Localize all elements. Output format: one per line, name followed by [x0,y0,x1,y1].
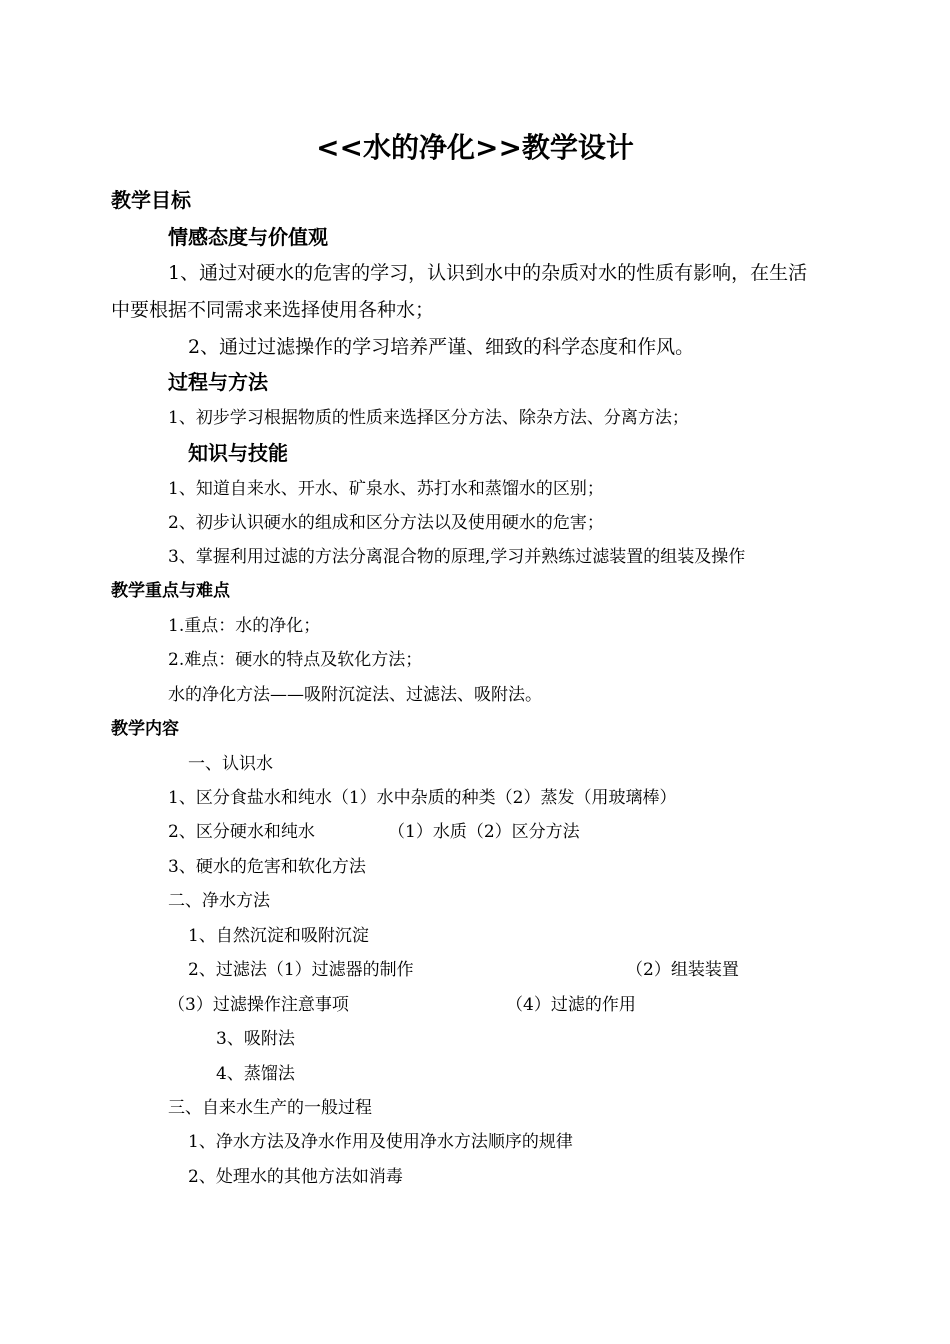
section-1-item-3: 3、硬水的危害和软化方法 [168,857,366,877]
document-title: <<水的净化>>教学设计 [316,131,634,164]
attitude-item-1-line-2: 中要根据不同需求来选择使用各种水； [111,299,435,321]
process-heading: 过程与方法 [168,370,268,394]
section-1-title: 一、认识水 [188,754,273,774]
section-2-item-2a: 2、过滤法（1）过滤器的制作 [188,960,414,980]
section-2-item-2d: （4）过滤的作用 [506,995,636,1015]
section-1-item-2b: （1）水质（2）区分方法 [388,822,580,842]
attitude-item-1-line-1: 1、通过对硬水的危害的学习，认识到水中的杂质对水的性质有影响，在生活 [168,262,808,284]
objectives-heading: 教学目标 [111,188,191,212]
section-3-item-1: 1、净水方法及净水作用及使用净水方法顺序的规律 [188,1132,573,1152]
key-point-3: 水的净化方法——吸附沉淀法、过滤法、吸附法。 [168,685,542,705]
section-3-title: 三、自来水生产的一般过程 [168,1098,372,1118]
section-2-title: 二、净水方法 [168,891,270,911]
key-point-2: 2.难点：硬水的特点及软化方法； [168,650,423,670]
attitude-item-2: 2、通过过滤操作的学习培养严谨、细致的科学态度和作风。 [188,336,695,358]
section-1-item-2a: 2、区分硬水和纯水 [168,822,315,842]
section-3-item-2: 2、处理水的其他方法如消毒 [188,1167,403,1187]
key-point-1: 1.重点：水的净化； [168,616,321,636]
knowledge-item-3: 3、掌握利用过滤的方法分离混合物的原理,学习并熟练过滤装置的组装及操作 [168,547,746,567]
attitude-heading: 情感态度与价值观 [168,225,328,249]
section-2-item-2c: （3）过滤操作注意事项 [168,995,349,1015]
knowledge-heading: 知识与技能 [188,441,288,465]
section-2-item-1: 1、自然沉淀和吸附沉淀 [188,926,369,946]
section-2-item-4: 4、蒸馏法 [216,1064,295,1084]
content-heading: 教学内容 [111,719,179,739]
knowledge-item-1: 1、知道自来水、开水、矿泉水、苏打水和蒸馏水的区别； [168,479,604,499]
knowledge-item-2: 2、初步认识硬水的组成和区分方法以及使用硬水的危害； [168,513,604,533]
key-points-heading: 教学重点与难点 [111,581,230,601]
section-2-item-2b: （2）组装装置 [626,960,739,980]
section-2-item-3: 3、吸附法 [216,1029,295,1049]
section-1-item-1: 1、区分食盐水和纯水（1）水中杂质的种类（2）蒸发（用玻璃棒） [168,788,677,808]
process-item-1: 1、初步学习根据物质的性质来选择区分方法、除杂方法、分离方法； [168,408,689,428]
